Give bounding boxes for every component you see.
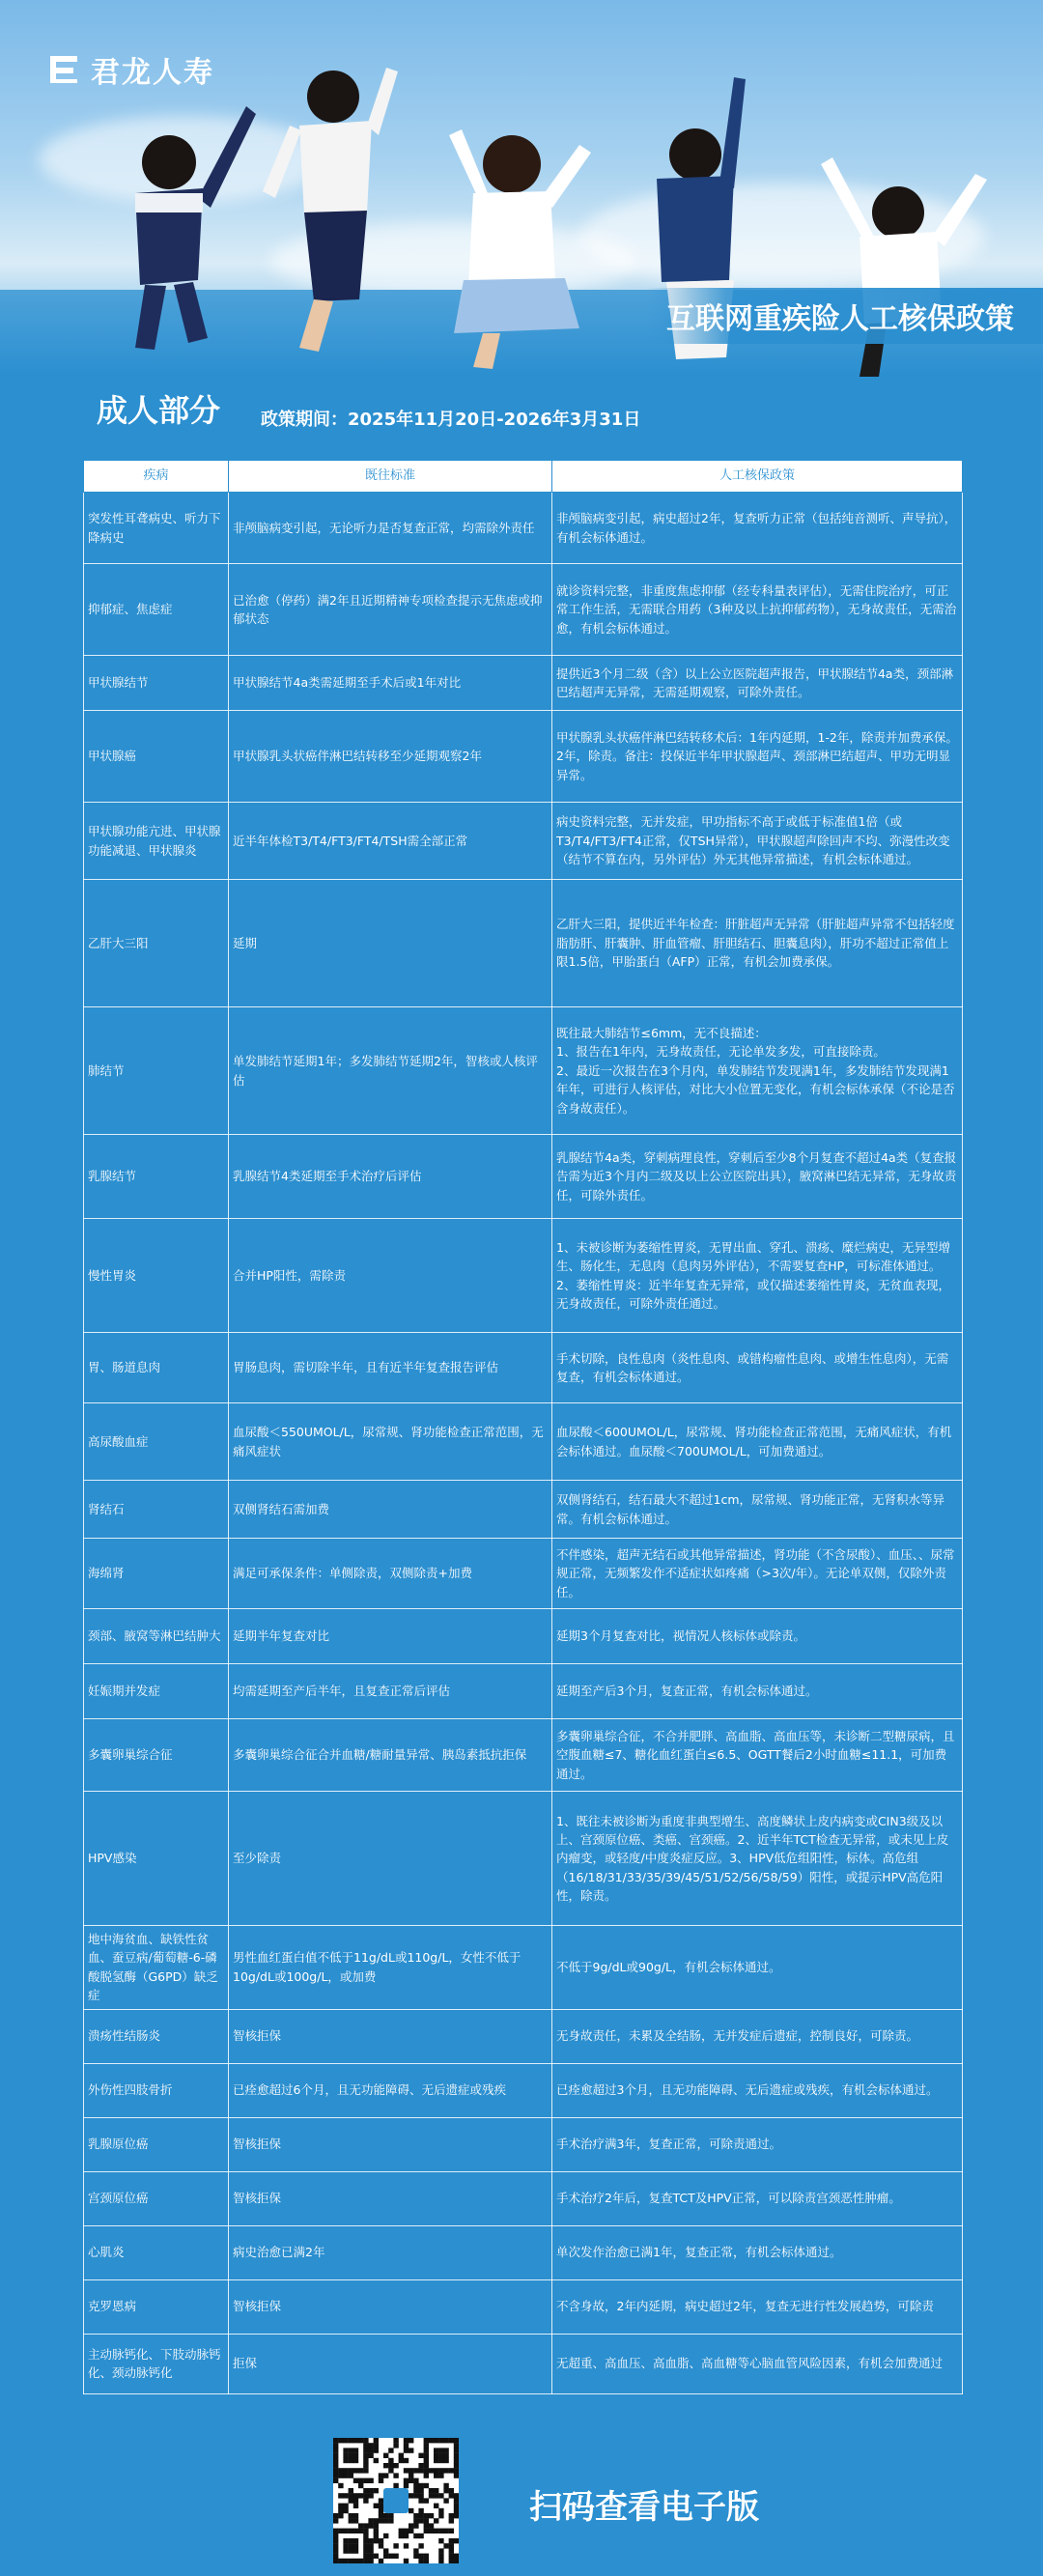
- banner-title: 互联网重疾险人工核保政策: [666, 302, 1014, 336]
- cell-manual-policy: 手术治疗满3年，复查正常，可除责通过。: [552, 2117, 963, 2171]
- cell-manual-policy: 病史资料完整，无并发症，甲功指标不高于或低于标准值1倍（或T3/T4/FT3/FT4正常，仅TSH异常），甲状腺超声除回声不均、弥漫性改变（结节不算在内，另外评估）外无其他异常描述，有机会标体通过。: [552, 803, 963, 880]
- cell-manual-policy: 不含身故，2年内延期，病史超过2年，复查无进行性发展趋势，可除责: [552, 2279, 963, 2334]
- cell-manual-policy: 1、未被诊断为萎缩性胃炎，无胃出血、穿孔、溃疡、糜烂病史，无异型增生、肠化生，无息肉（息肉另外评估），不需要复查HP，可标准体通过。 2、萎缩性胃炎：近半年复查无异常，或仅描述萎缩性胃炎，无贫血表现，无身故责任，可除外责任通过。: [552, 1219, 963, 1333]
- cell-manual-policy: 单次发作治愈已满1年，复查正常，有机会标体通过。: [552, 2225, 963, 2279]
- cell-manual-policy: 已痊愈超过3个月，且无功能障碍、无后遗症或残疾，有机会标体通过。: [552, 2063, 963, 2117]
- cell-previous-standard: 胃肠息肉，需切除半年，且有近半年复查报告评估: [229, 1333, 552, 1403]
- cell-disease: 宫颈原位癌: [84, 2171, 229, 2225]
- cell-disease: 慢性胃炎: [84, 1219, 229, 1333]
- cell-disease: 肾结石: [84, 1481, 229, 1539]
- cell-disease: 多囊卵巢综合征: [84, 1719, 229, 1792]
- table-row: [84, 803, 963, 880]
- cell-manual-policy: 无超重、高血压、高血脂、高血糖等心脑血管风险因素，有机会加费通过: [552, 2334, 963, 2393]
- cell-previous-standard: 非颅脑病变引起，无论听力是否复查正常，均需除外责任: [229, 493, 552, 564]
- table-row: [84, 2117, 963, 2171]
- cell-previous-standard: 双侧肾结石需加费: [229, 1481, 552, 1539]
- cell-manual-policy: 不伴感染，超声无结石或其他异常描述，肾功能（不含尿酸）、血压、、尿常规正常，无频繁发作不适症状如疼痛（>3次/年）。无论单双侧，仅除外责任。: [552, 1539, 963, 1609]
- table-row: [84, 711, 963, 803]
- table-row: [84, 2171, 963, 2225]
- table-row: [84, 1007, 963, 1135]
- policy-period: 政策期间：2025年11月20日-2026年3月31日: [261, 410, 641, 430]
- cell-manual-policy: 甲状腺乳头状癌伴淋巴结转移术后：1年内延期，1-2年，除责并加费承保。2年，除责。备注：投保近半年甲状腺超声、颈部淋巴结超声、甲功无明显异常。: [552, 711, 963, 803]
- cell-previous-standard: 多囊卵巢综合征合并血糖/糖耐量异常、胰岛素抵抗拒保: [229, 1719, 552, 1792]
- cell-disease: 妊娠期并发症: [84, 1664, 229, 1719]
- brand-logo-icon: [46, 52, 81, 87]
- cell-manual-policy: 1、既往未被诊断为重度非典型增生、高度鳞状上皮内病变或CIN3级及以上、宫颈原位癌、类癌、宫颈癌。2、近半年TCT检查无异常，或未见上皮内瘤变，或轻度/中度炎症反应。3、HPV低危组阳性，标体。高危组（16/18/31/33/35/39/45/51/52/56/58/59）阳性，或提示HPV高危阳性，除责。: [552, 1792, 963, 1926]
- table-row: [84, 564, 963, 656]
- cell-previous-standard: 智核拒保: [229, 2117, 552, 2171]
- cell-manual-policy: 无身故责任，未累及全结肠，无并发症后遗症，控制良好，可除责。: [552, 2009, 963, 2063]
- cell-previous-standard: 智核拒保: [229, 2279, 552, 2334]
- cell-previous-standard: 近半年体检T3/T4/FT3/FT4/TSH需全部正常: [229, 803, 552, 880]
- header-disease: 疾病: [84, 461, 229, 493]
- header-previous-standard: 既往标准: [229, 461, 552, 493]
- cell-previous-standard: 智核拒保: [229, 2171, 552, 2225]
- header-manual-policy: 人工核保政策: [552, 461, 963, 493]
- cell-previous-standard: 甲状腺乳头状癌伴淋巴结转移至少延期观察2年: [229, 711, 552, 803]
- cell-manual-policy: 乙肝大三阳，提供近半年检查：肝脏超声无异常（肝脏超声异常不包括轻度脂肪肝、肝囊肿、肝血管瘤、肝胆结石、胆囊息肉），肝功不超过正常值上限1.5倍，甲胎蛋白（AFP）正常，有机会加费承保。: [552, 880, 963, 1007]
- cell-previous-standard: 病史治愈已满2年: [229, 2225, 552, 2279]
- cell-disease: 乙肝大三阳: [84, 880, 229, 1007]
- table-row: [84, 1481, 963, 1539]
- cell-previous-standard: 男性血红蛋白值不低于11g/dL或110g/L，女性不低于10g/dL或100g/L，或加费: [229, 1926, 552, 2010]
- cell-disease: 乳腺原位癌: [84, 2117, 229, 2171]
- cell-previous-standard: 合并HP阳性，需除责: [229, 1219, 552, 1333]
- policy-banner: [647, 288, 1043, 344]
- cell-manual-policy: 既往最大肺结节≤6mm，无不良描述： 1、报告在1年内，无身故责任，无论单发多发，可直接除责。 2、最近一次报告在3个月内，单发肺结节发现满1年，多发肺结节发现满1年年，可进行人核评估，对比大小位置无变化，有机会标体承保（不论是否含身故责任）。: [552, 1007, 963, 1135]
- cell-previous-standard: 乳腺结节4类延期至手术治疗后评估: [229, 1135, 552, 1219]
- qr-code[interactable]: [333, 2438, 459, 2563]
- table-row: [84, 1135, 963, 1219]
- brand-name: 君龙人寿: [91, 56, 214, 90]
- table-row: [84, 1403, 963, 1481]
- qr-code-image: [333, 2438, 459, 2563]
- cell-previous-standard: 延期半年复查对比: [229, 1609, 552, 1664]
- table-row: [84, 493, 963, 564]
- underwriting-policy-table: [83, 460, 963, 2394]
- cell-manual-policy: 双侧肾结石，结石最大不超过1cm，尿常规、肾功能正常，无肾积水等异常。有机会标体通过。: [552, 1481, 963, 1539]
- cell-disease: HPV感染: [84, 1792, 229, 1926]
- table-row: [84, 1792, 963, 1926]
- table-row: [84, 1926, 963, 2010]
- cell-manual-policy: 提供近3个月二级（含）以上公立医院超声报告，甲状腺结节4a类，颈部淋巴结超声无异常，无需延期观察，可除外责任。: [552, 656, 963, 711]
- cell-previous-standard: 已痊愈超过6个月，且无功能障碍、无后遗症或残疾: [229, 2063, 552, 2117]
- cell-previous-standard: 已治愈（停药）满2年且近期精神专项检查提示无焦虑或抑郁状态: [229, 564, 552, 656]
- cell-disease: 颈部、腋窝等淋巴结肿大: [84, 1609, 229, 1664]
- cell-manual-policy: 手术切除，良性息肉（炎性息肉、或错构瘤性息肉、或增生性息肉），无需复查，有机会标体通过。: [552, 1333, 963, 1403]
- table-row: [84, 1719, 963, 1792]
- cell-disease: 海绵肾: [84, 1539, 229, 1609]
- cell-manual-policy: 手术治疗2年后，复查TCT及HPV正常，可以除责宫颈恶性肿瘤。: [552, 2171, 963, 2225]
- cell-previous-standard: 满足可承保条件：单侧除责，双侧除责+加费: [229, 1539, 552, 1609]
- cell-manual-policy: 血尿酸＜600UMOL/L，尿常规、肾功能检查正常范围，无痛风症状，有机会标体通过。血尿酸＜700UMOL/L，可加费通过。: [552, 1403, 963, 1481]
- cell-disease: 溃疡性结肠炎: [84, 2009, 229, 2063]
- cell-manual-policy: 就诊资料完整，非重度焦虑抑郁（经专科量表评估），无需住院治疗，可正常工作生活，无需联合用药（3种及以上抗抑郁药物），无身故责任，无需治愈，有机会标体通过。: [552, 564, 963, 656]
- cell-disease: 突发性耳聋病史、听力下降病史: [84, 493, 229, 564]
- cell-disease: 胃、肠道息肉: [84, 1333, 229, 1403]
- cell-previous-standard: 均需延期至产后半年，且复查正常后评估: [229, 1664, 552, 1719]
- table-row: [84, 2334, 963, 2393]
- cell-previous-standard: 拒保: [229, 2334, 552, 2393]
- table-row: [84, 1539, 963, 1609]
- cell-previous-standard: 血尿酸＜550UMOL/L，尿常规、肾功能检查正常范围，无痛风症状: [229, 1403, 552, 1481]
- table-row: [84, 1609, 963, 1664]
- cell-disease: 抑郁症、焦虑症: [84, 564, 229, 656]
- table-row: [84, 2225, 963, 2279]
- table-row: [84, 1219, 963, 1333]
- cell-previous-standard: 单发肺结节延期1年；多发肺结节延期2年，智核或人核评估: [229, 1007, 552, 1135]
- cell-manual-policy: 延期至产后3个月，复查正常，有机会标体通过。: [552, 1664, 963, 1719]
- cell-previous-standard: 至少除责: [229, 1792, 552, 1926]
- table-row: [84, 2063, 963, 2117]
- table-row: [84, 656, 963, 711]
- cell-manual-policy: 乳腺结节4a类，穿刺病理良性，穿刺后至少8个月复查不超过4a类（复查报告需为近3个月内二级及以上公立医院出具），腋窝淋巴结无异常，无身故责任，可除外责任。: [552, 1135, 963, 1219]
- cell-disease: 甲状腺功能亢进、甲状腺功能减退、甲状腺炎: [84, 803, 229, 880]
- section-title: 成人部分: [97, 392, 221, 429]
- hero-image: [0, 0, 1043, 377]
- cell-disease: 肺结节: [84, 1007, 229, 1135]
- cell-disease: 乳腺结节: [84, 1135, 229, 1219]
- cell-previous-standard: 甲状腺结节4a类需延期至手术后或1年对比: [229, 656, 552, 711]
- cell-manual-policy: 延期3个月复查对比，视情况人核标体或除责。: [552, 1609, 963, 1664]
- table-row: [84, 880, 963, 1007]
- cell-previous-standard: 智核拒保: [229, 2009, 552, 2063]
- table-row: [84, 1333, 963, 1403]
- cell-disease: 甲状腺癌: [84, 711, 229, 803]
- cell-disease: 心肌炎: [84, 2225, 229, 2279]
- table-row: [84, 2009, 963, 2063]
- cell-disease: 克罗恩病: [84, 2279, 229, 2334]
- cell-disease: 外伤性四肢骨折: [84, 2063, 229, 2117]
- cell-disease: 甲状腺结节: [84, 656, 229, 711]
- qr-cta-label: 扫码查看电子版: [529, 2488, 759, 2527]
- cell-disease: 主动脉钙化、下肢动脉钙化、颈动脉钙化: [84, 2334, 229, 2393]
- table-row: [84, 2279, 963, 2334]
- cell-manual-policy: 非颅脑病变引起，病史超过2年，复查听力正常（包括纯音测听、声导抗），有机会标体通过。: [552, 493, 963, 564]
- table-header-row: [84, 461, 963, 493]
- cell-manual-policy: 不低于9g/dL或90g/L，有机会标体通过。: [552, 1926, 963, 2010]
- brand-logo: [46, 48, 214, 91]
- cell-disease: 地中海贫血、缺铁性贫血、蚕豆病/葡萄糖-6-磷酸脱氢酶（G6PD）缺乏症: [84, 1926, 229, 2010]
- cell-manual-policy: 多囊卵巢综合征，不合并肥胖、高血脂、高血压等，未诊断二型糖尿病，且空腹血糖≤7、糖化血红蛋白≤6.5、OGTT餐后2小时血糖≤11.1，可加费通过。: [552, 1719, 963, 1792]
- cell-previous-standard: 延期: [229, 880, 552, 1007]
- table-row: [84, 1664, 963, 1719]
- cell-disease: 高尿酸血症: [84, 1403, 229, 1481]
